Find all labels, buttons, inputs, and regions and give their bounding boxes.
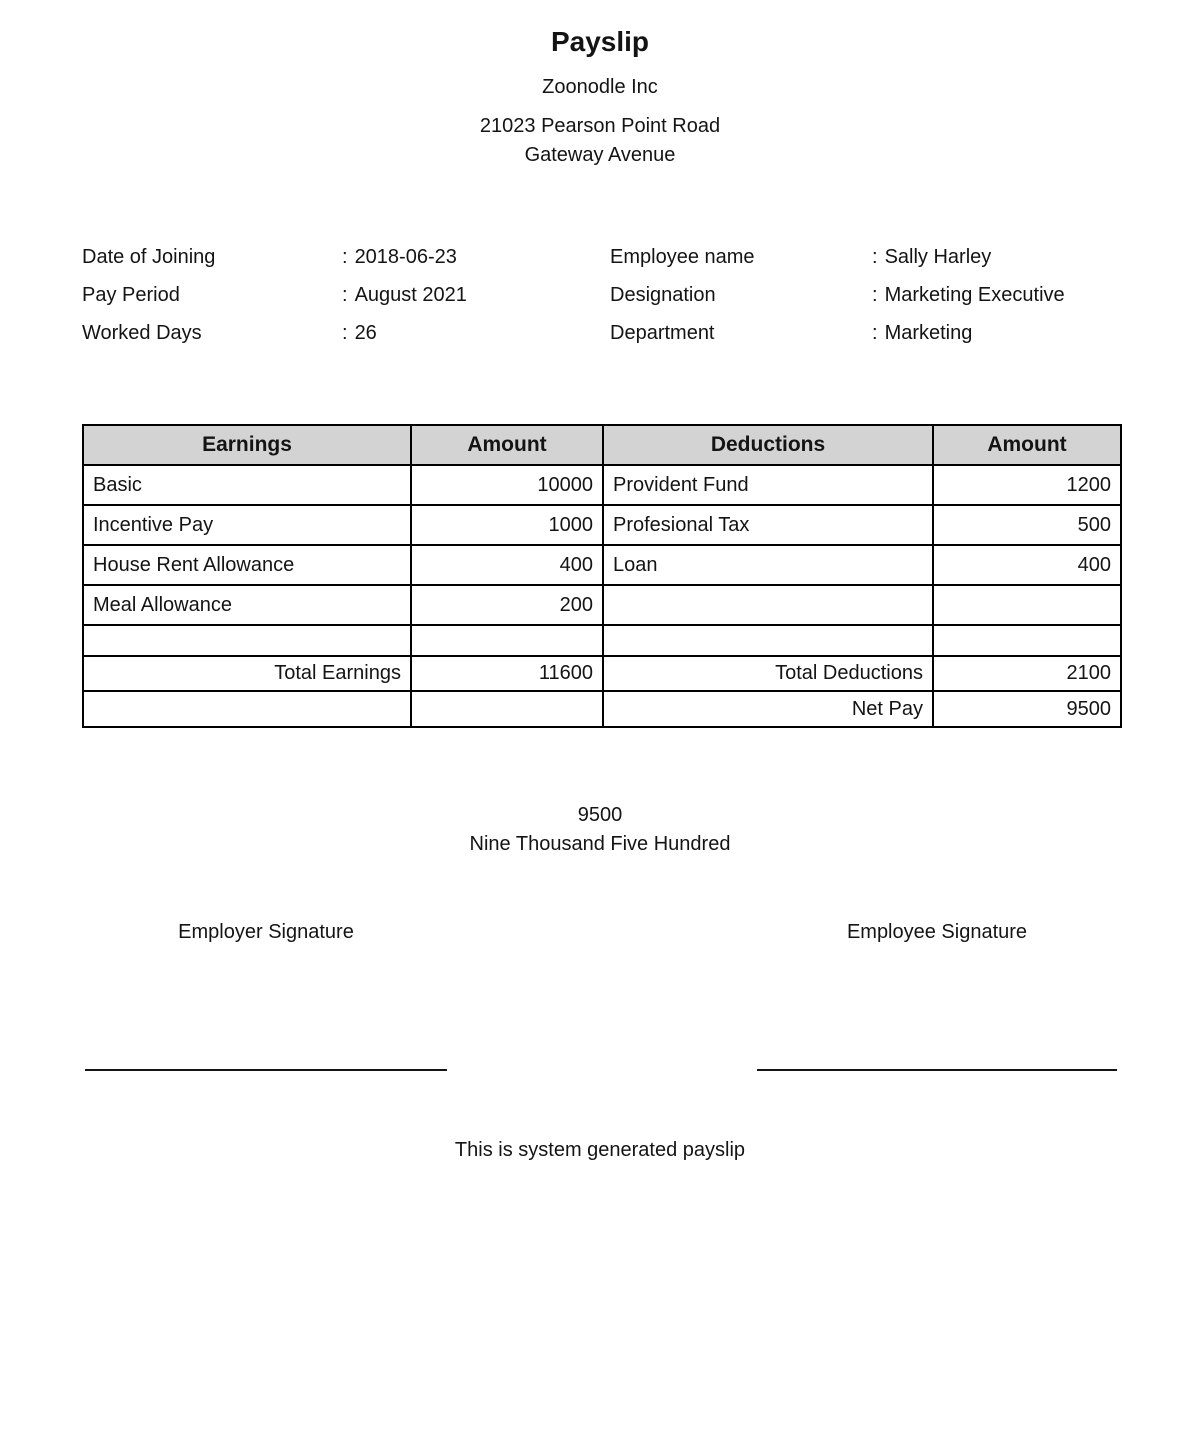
pay-table [82, 424, 1122, 728]
total-deductions-label: Total Deductions [603, 656, 933, 691]
info-row-department [610, 314, 1120, 352]
empty-cell [83, 691, 411, 727]
netpay-summary [0, 801, 1200, 859]
table-row [83, 545, 1121, 585]
info-row-date-of-joining [82, 238, 610, 276]
info-value [342, 246, 457, 269]
column-header-deductions-amount: Amount [933, 425, 1121, 465]
colon-separator: : [342, 283, 348, 306]
earning-amount: 10000 [411, 465, 603, 505]
page-title: Payslip [550, 26, 650, 57]
info-row-designation [610, 276, 1120, 314]
info-value-text: 2018-06-23 [354, 245, 457, 268]
employer-signature-line [85, 1069, 447, 1071]
info-value-text: Marketing [884, 321, 973, 344]
info-value [872, 284, 1065, 307]
earning-label: Meal Allowance [83, 585, 411, 625]
employee-info-right-column [610, 238, 1120, 352]
empty-cell [411, 691, 603, 727]
info-value [342, 284, 467, 307]
earning-label: House Rent Allowance [83, 545, 411, 585]
deduction-label: Loan [603, 545, 933, 585]
footer-note: This is system generated payslip [454, 1139, 746, 1161]
info-label: Pay Period [82, 283, 180, 306]
earning-amount: 1000 [411, 505, 603, 545]
info-row-employee-name [610, 238, 1120, 276]
employee-signature-line [757, 1069, 1117, 1071]
info-value [872, 322, 972, 345]
company-address [0, 112, 1200, 170]
deduction-label [603, 625, 933, 656]
deduction-amount: 400 [933, 545, 1121, 585]
colon-separator: : [342, 321, 348, 344]
table-row [83, 585, 1121, 625]
info-label: Date of Joining [82, 245, 216, 268]
table-row [83, 465, 1121, 505]
colon-separator: : [872, 283, 878, 306]
earning-amount: 400 [411, 545, 603, 585]
total-deductions-amount: 2100 [933, 656, 1121, 691]
info-value-text: August 2021 [354, 283, 467, 306]
colon-separator: : [342, 245, 348, 268]
earning-label: Basic [83, 465, 411, 505]
company-address-line1: 21023 Pearson Point Road [479, 115, 721, 137]
employee-info-left-column [82, 238, 610, 352]
employee-info-section [82, 238, 1120, 352]
info-label: Designation [610, 283, 716, 306]
column-header-earnings: Earnings [83, 425, 411, 465]
info-value-text: Sally Harley [884, 245, 992, 268]
employee-signature-label: Employee Signature [846, 921, 1028, 943]
company-name: Zoonodle Inc [542, 76, 658, 98]
colon-separator: : [872, 321, 878, 344]
info-value-text: Marketing Executive [884, 283, 1065, 306]
deduction-amount [933, 625, 1121, 656]
column-header-deductions: Deductions [603, 425, 933, 465]
deduction-amount: 500 [933, 505, 1121, 545]
earning-amount [411, 625, 603, 656]
table-row-empty [83, 625, 1121, 656]
info-label: Employee name [610, 245, 755, 268]
deduction-label: Provident Fund [603, 465, 933, 505]
earning-label [83, 625, 411, 656]
netpay-amount-in-words: Nine Thousand Five Hundred [469, 833, 731, 855]
table-row [83, 505, 1121, 545]
info-label: Department [610, 321, 715, 344]
info-label: Worked Days [82, 321, 202, 344]
net-pay-label: Net Pay [603, 691, 933, 727]
table-header-row [83, 425, 1121, 465]
netpay-amount: 9500 [577, 804, 623, 826]
info-value [342, 322, 377, 345]
total-earnings-amount: 11600 [411, 656, 603, 691]
deduction-amount: 1200 [933, 465, 1121, 505]
earning-label: Incentive Pay [83, 505, 411, 545]
info-row-pay-period [82, 276, 610, 314]
deduction-label: Profesional Tax [603, 505, 933, 545]
earning-amount: 200 [411, 585, 603, 625]
company-address-line2: Gateway Avenue [524, 144, 676, 166]
info-value [872, 246, 991, 269]
column-header-earnings-amount: Amount [411, 425, 603, 465]
net-pay-amount: 9500 [933, 691, 1121, 727]
deduction-label [603, 585, 933, 625]
colon-separator: : [872, 245, 878, 268]
info-row-worked-days [82, 314, 610, 352]
table-row-totals [83, 656, 1121, 691]
table-row-netpay [83, 691, 1121, 727]
employer-signature-label: Employer Signature [178, 921, 354, 943]
total-earnings-label: Total Earnings [83, 656, 411, 691]
info-value-text: 26 [354, 321, 377, 344]
deduction-amount [933, 585, 1121, 625]
